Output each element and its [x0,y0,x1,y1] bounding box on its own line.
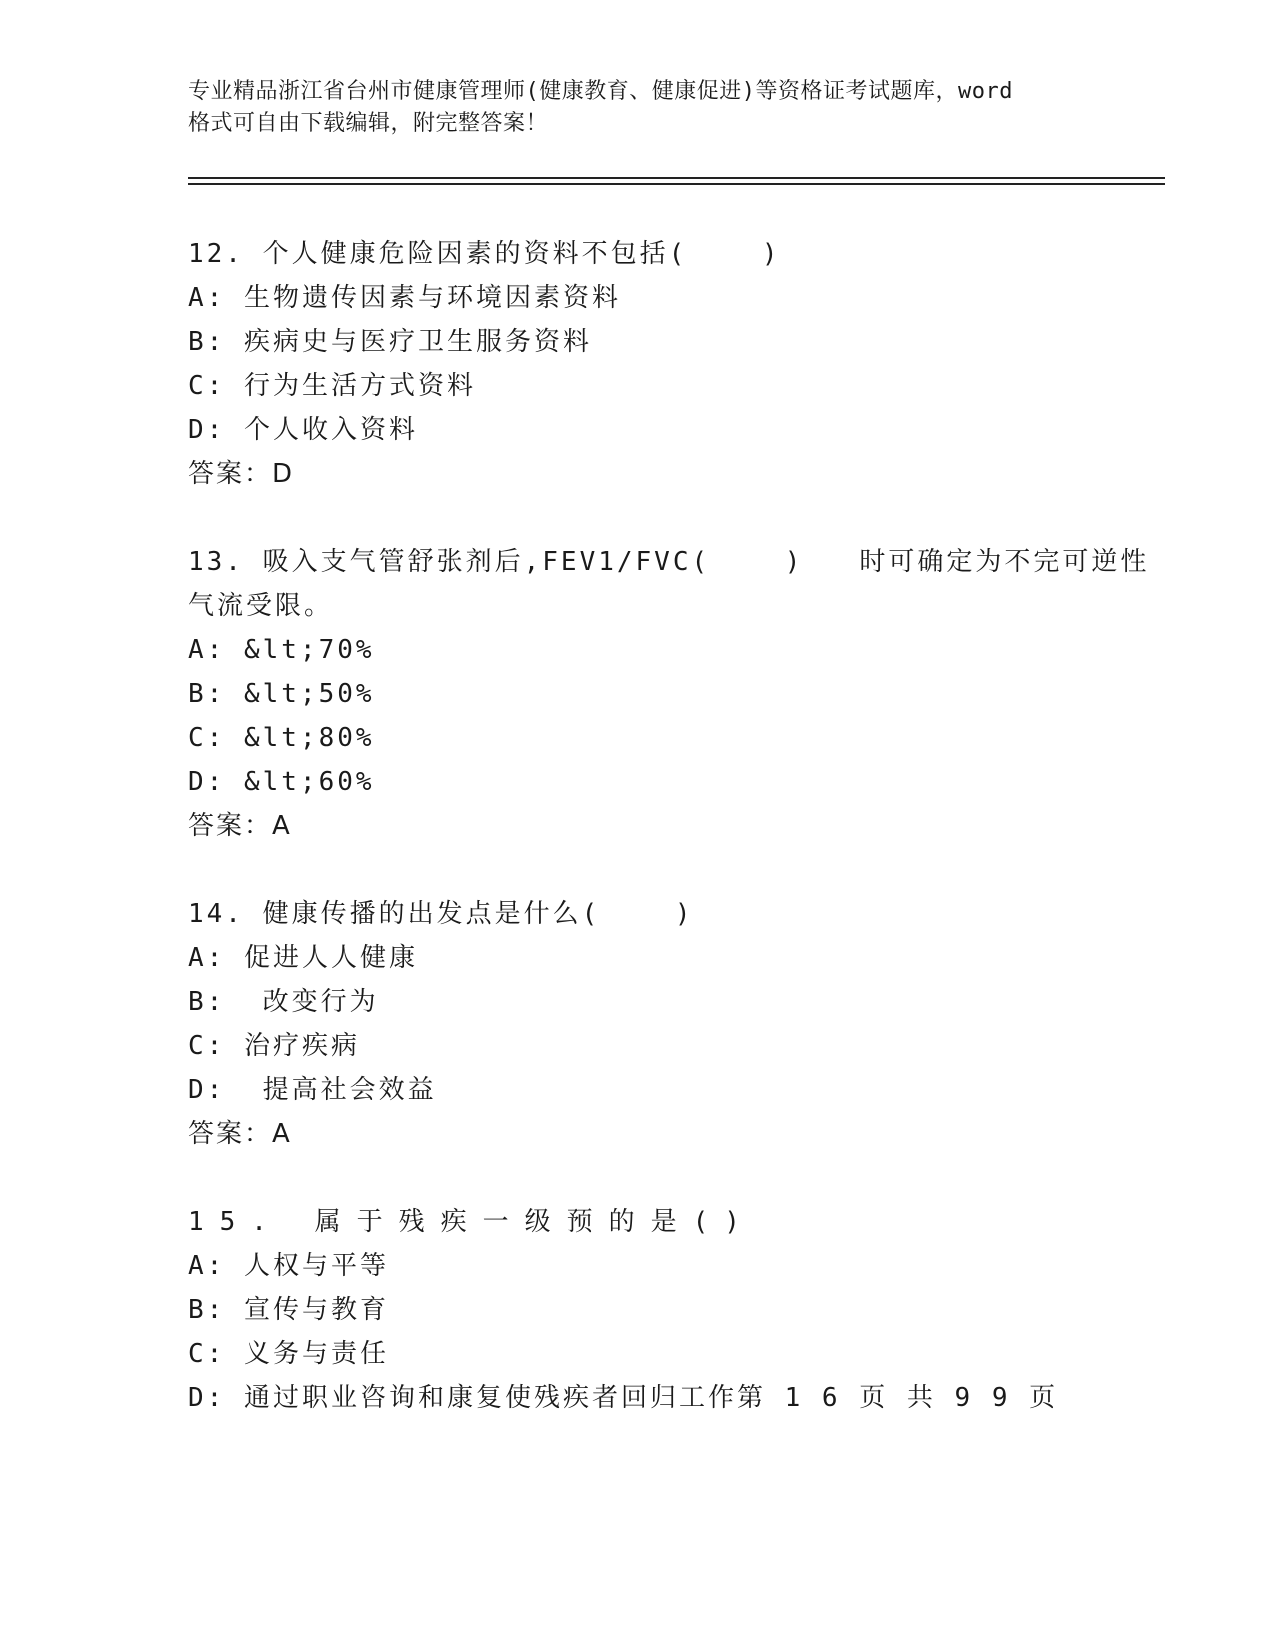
question-13-option-d: D: &lt;60% [188,767,375,797]
header-divider-top [188,177,1165,179]
question-14-option-a: A: 促进人人健康 [188,943,418,973]
header-divider-bottom [188,183,1165,185]
question-14-stem: 14. 健康传播的出发点是什么( ) [188,899,694,929]
question-12-option-c: C: 行为生活方式资料 [188,371,476,401]
question-12-option-a: A: 生物遗传因素与环境因素资料 [188,283,621,313]
header-line-1: 专业精品浙江省台州市健康管理师(健康教育、健康促进)等资格证考试题库，word [188,79,1013,104]
question-12-option-d: D: 个人收入资料 [188,415,418,445]
question-15-option-c: C: 义务与责任 [188,1339,389,1369]
question-14-option-c: C: 治疗疾病 [188,1031,360,1061]
header-line-2: 格式可自由下载编辑，附完整答案！ [188,111,549,136]
question-15-option-b: B: 宣传与教育 [188,1295,389,1325]
question-13-stem-line-2: 气流受限。 [188,591,334,621]
question-15-option-d-text: D: 通过职业咨询和康复使残疾者回归工作 [188,1383,737,1413]
question-13-option-a: A: &lt;70% [188,635,375,665]
question-14-answer: 答案：A [188,1119,292,1149]
question-12-answer: 答案：D [188,459,295,489]
question-12-option-b: B: 疾病史与医疗卫生服务资料 [188,327,592,357]
question-13-stem-line-1: 13. 吸入支气管舒张剂后,FEV1/FVC( ) 时可确定为不完可逆性 [188,547,1150,577]
question-14-option-d: D: 提高社会效益 [188,1075,437,1105]
question-13-option-b: B: &lt;50% [188,679,375,709]
question-15-stem: 15. 属于残疾一级预的是() [188,1207,756,1237]
page-footer: 第 1 6 页 共 9 9 页 [736,1383,1059,1413]
question-12-stem: 12. 个人健康危险因素的资料不包括( ) [188,239,781,269]
question-15-option-a: A: 人权与平等 [188,1251,389,1281]
document-header [188,76,1088,140]
question-15-option-d [188,1381,1058,1415]
question-14-option-b: B: 改变行为 [188,987,379,1017]
question-13-option-c: C: &lt;80% [188,723,375,753]
question-13-answer: 答案：A [188,811,292,841]
